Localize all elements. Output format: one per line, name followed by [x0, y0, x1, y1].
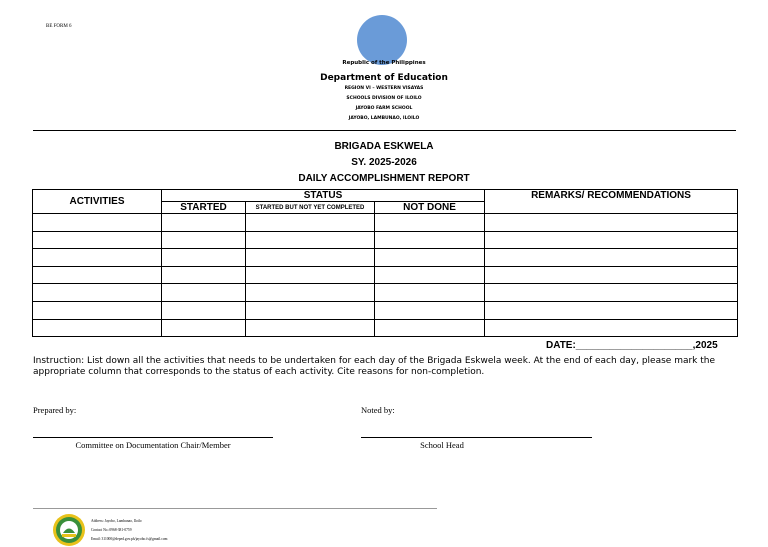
table-cell[interactable]	[246, 319, 375, 337]
instruction-line-1: Instruction: List down all the activities that needs to be undertaken for each day of the Brigada Eskwela week. At the end of each day, please mark the	[33, 356, 716, 366]
table-row	[33, 319, 738, 337]
footer-contact: Contact No.:0968-381-0759	[91, 528, 132, 532]
title-brigada: BRIGADA ESKWELA	[334, 141, 434, 152]
table-row	[33, 231, 738, 249]
table-cell[interactable]	[375, 301, 485, 319]
table-cell[interactable]	[375, 319, 485, 337]
table-cell[interactable]	[162, 301, 246, 319]
table-cell[interactable]	[485, 231, 738, 249]
table-cell[interactable]	[33, 319, 162, 337]
table-cell[interactable]	[33, 231, 162, 249]
table-cell[interactable]	[485, 301, 738, 319]
header-divider	[33, 130, 736, 131]
table-cell[interactable]	[162, 319, 246, 337]
header-republic: Republic of the Philippines	[342, 60, 426, 66]
footer-email[interactable]: Email: 311000@deped.gov.ph/jayobo.fs@gmail.com	[91, 537, 168, 541]
table-cell[interactable]	[485, 214, 738, 232]
table-cell[interactable]	[375, 214, 485, 232]
table-cell[interactable]	[162, 214, 246, 232]
col-header-activities: ACTIVITIES	[33, 190, 162, 214]
table-row	[33, 301, 738, 319]
prepared-by-label: Prepared by:	[33, 405, 77, 415]
table-cell[interactable]	[33, 284, 162, 302]
title-school-year: SY. 2025-2026	[351, 157, 417, 168]
col-header-status: STATUS	[162, 190, 485, 202]
table-row	[33, 214, 738, 232]
table-row	[33, 249, 738, 267]
prepared-signature-line[interactable]	[33, 437, 273, 438]
table-cell[interactable]	[246, 301, 375, 319]
table-cell[interactable]	[162, 231, 246, 249]
table-cell[interactable]	[485, 319, 738, 337]
header-region: REGION VI – WESTERN VISAYAS	[344, 86, 424, 91]
prepared-role: Committee on Documentation Chair/Member	[75, 440, 231, 450]
table-cell[interactable]	[33, 301, 162, 319]
instruction-line-2: appropriate column that corresponds to the status of each activity. Cite reasons for non-completion.	[33, 367, 485, 377]
col-header-remarks: REMARKS/ RECOMMENDATIONS	[485, 190, 738, 214]
table-cell[interactable]	[375, 249, 485, 267]
footer-divider	[33, 508, 437, 509]
table-cell[interactable]	[375, 231, 485, 249]
table-cell[interactable]	[375, 266, 485, 284]
header-school: JAYOBO FARM SCHOOL	[355, 106, 413, 111]
table-cell[interactable]	[485, 266, 738, 284]
table-cell[interactable]	[375, 284, 485, 302]
footer-address: Address: Jayobo, Lambunao, Iloilo	[91, 519, 142, 523]
form-code: BE FORM 6	[46, 24, 72, 29]
col-header-partial: STARTED BUT NOT YET COMPLETED	[246, 202, 375, 214]
noted-signature-line[interactable]	[361, 437, 592, 438]
table-cell[interactable]	[246, 249, 375, 267]
table-cell[interactable]	[162, 266, 246, 284]
table-cell[interactable]	[33, 266, 162, 284]
header-address: JAYOBO, LAMBUNAO, ILOILO	[348, 116, 420, 121]
table-cell[interactable]	[246, 266, 375, 284]
header-division: SCHOOLS DIVISION OF ILOILO	[346, 96, 422, 101]
date-field[interactable]: DATE:_____________________,2025	[546, 340, 718, 351]
header-department: Department of Education	[320, 73, 448, 83]
col-header-started: STARTED	[162, 202, 246, 214]
table-cell[interactable]	[33, 249, 162, 267]
table-cell[interactable]	[485, 284, 738, 302]
school-logo-icon	[52, 513, 86, 547]
table-cell[interactable]	[485, 249, 738, 267]
noted-role: School Head	[420, 440, 464, 450]
table-cell[interactable]	[246, 231, 375, 249]
col-header-not-done: NOT DONE	[375, 202, 485, 214]
table-row	[33, 284, 738, 302]
instruction-text	[33, 356, 738, 378]
table-cell[interactable]	[162, 249, 246, 267]
table-cell[interactable]	[33, 214, 162, 232]
title-report: DAILY ACCOMPLISHMENT REPORT	[298, 173, 470, 184]
table-cell[interactable]	[162, 284, 246, 302]
table-row	[33, 266, 738, 284]
deped-seal	[357, 15, 407, 65]
accomplishment-table	[32, 189, 738, 337]
table-cell[interactable]	[246, 284, 375, 302]
noted-by-label: Noted by:	[361, 405, 395, 415]
table-cell[interactable]	[246, 214, 375, 232]
